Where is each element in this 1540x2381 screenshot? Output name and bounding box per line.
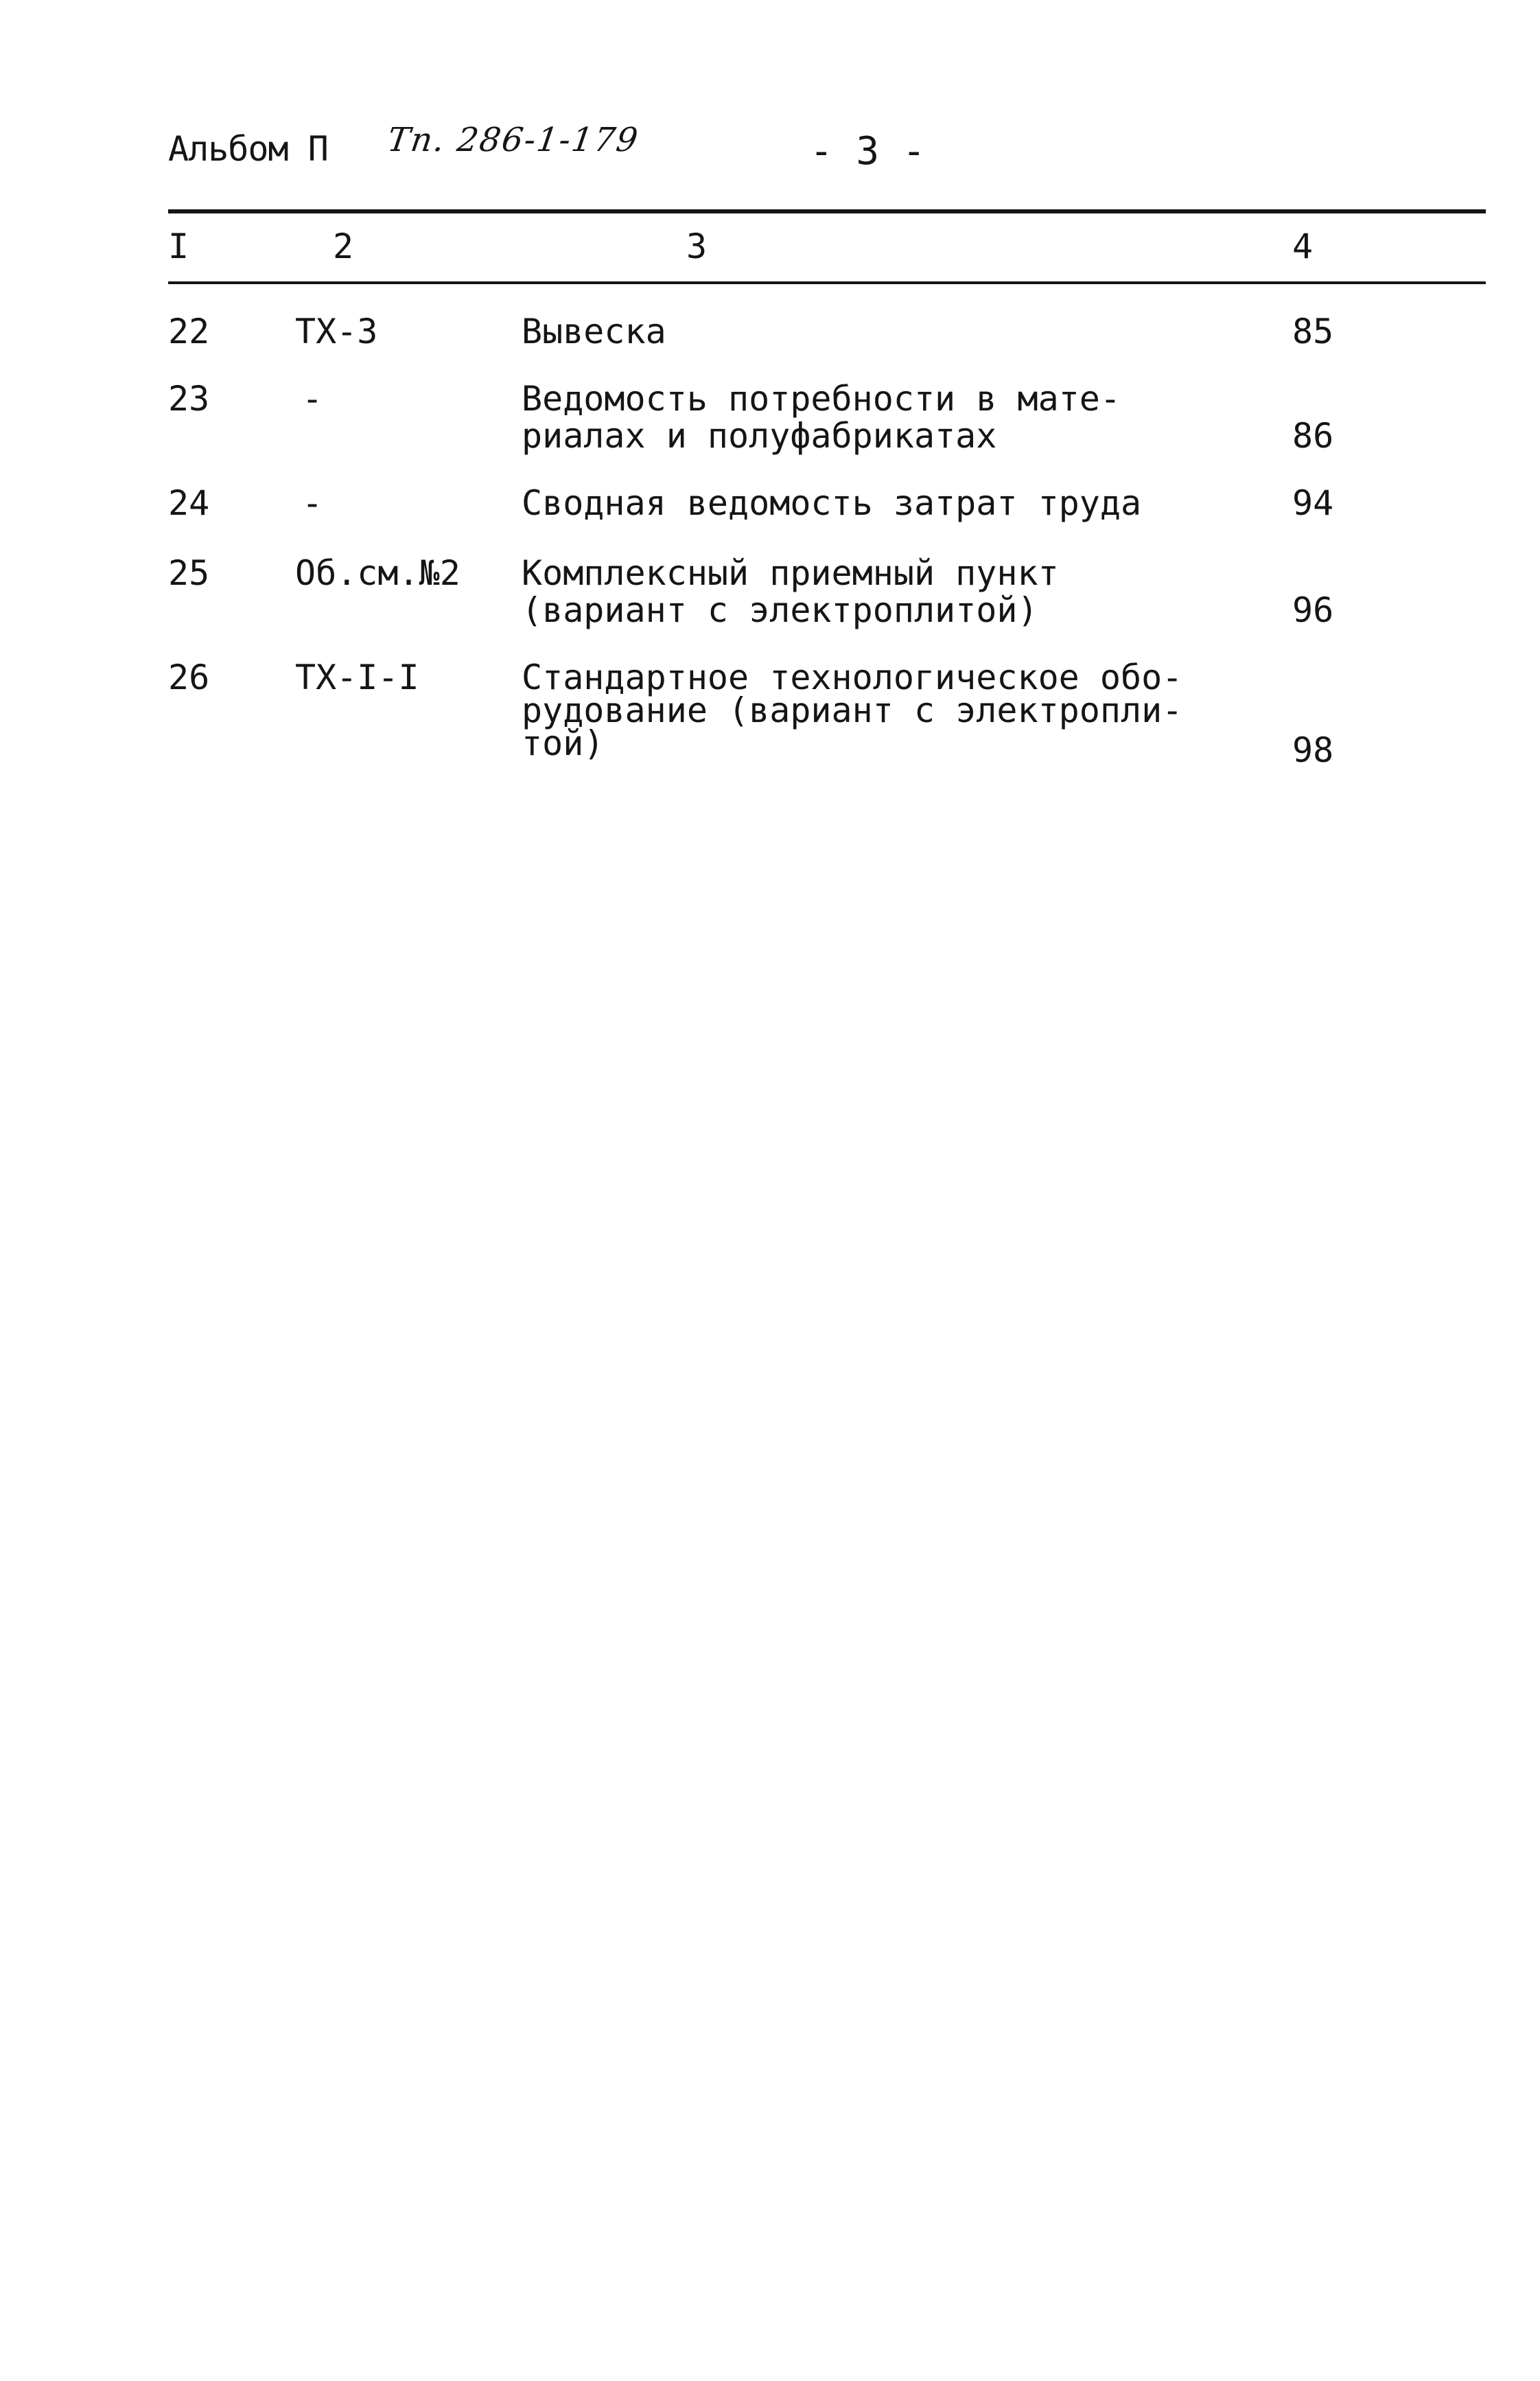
page-number: - 3 - [810,129,926,174]
row-number: 22 [168,312,210,351]
row-code: - [302,379,323,419]
row-description-line: (вариант с электроплитой) [522,590,1038,630]
row-description-line: рудование (вариант с электропли- [522,690,1183,730]
column-header-1: I [168,227,189,266]
row-page: 94 [1292,483,1334,523]
row-description-line: Вывеска [522,312,666,351]
row-code: ТХ-3 [295,312,378,351]
row-page: 96 [1292,590,1334,630]
row-page: 86 [1292,416,1334,456]
page-header [168,121,1506,191]
row-number: 23 [168,379,210,419]
row-number: 25 [168,553,210,593]
row-code: - [302,483,323,523]
row-code: Об.см.№2 [295,553,460,593]
handwritten-document-code: Тп. 286-1-179 [385,121,642,159]
row-description-line: Стандартное технологическое обо- [522,658,1183,697]
row-number: 26 [168,658,210,697]
row-description-line: риалах и полуфабрикатах [522,416,997,456]
table-header-rule [168,281,1486,284]
row-description-line: Ведомость потребности в мате- [522,379,1121,419]
row-description-line: той) [522,723,605,763]
album-label: Альбом П [168,129,328,169]
row-code: ТХ-I-I [295,658,419,697]
row-number: 24 [168,483,210,523]
row-description-line: Сводная ведомость затрат труда [522,483,1142,523]
row-page: 85 [1292,312,1334,351]
row-page: 98 [1292,730,1334,770]
column-header-4: 4 [1292,227,1314,266]
column-header-2: 2 [333,227,354,266]
row-description-line: Комплексный приемный пункт [522,553,1059,593]
column-header-3: 3 [686,227,708,266]
table-top-rule [168,209,1486,213]
